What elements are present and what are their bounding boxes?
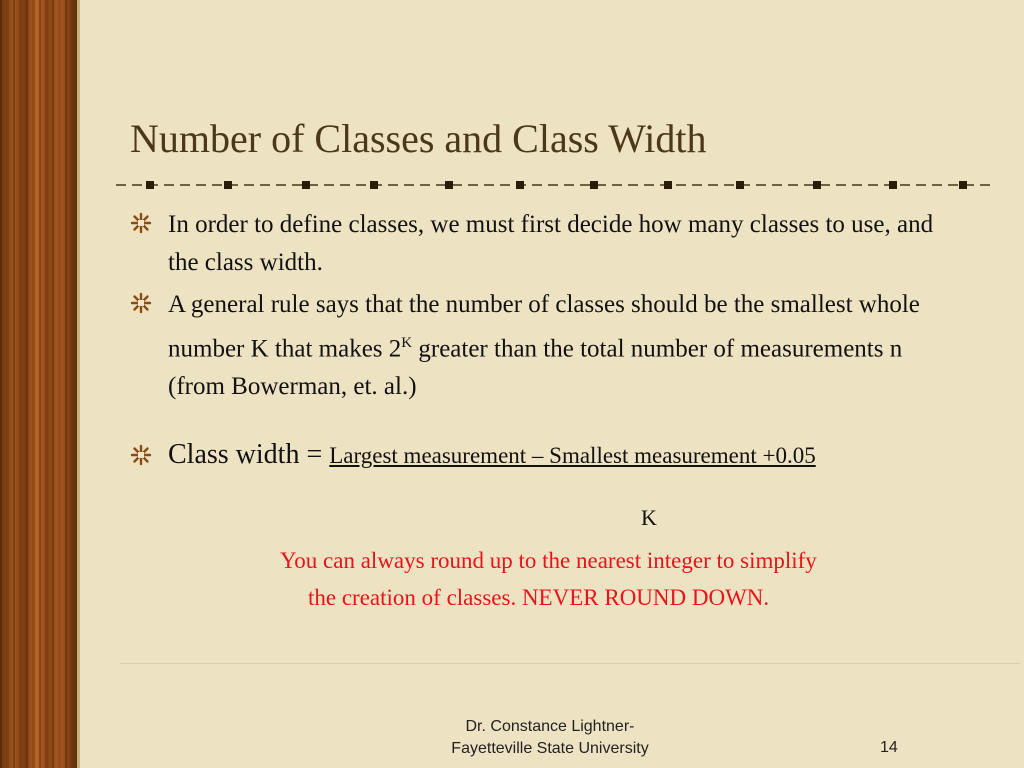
footer-line-1: Dr. Constance Lightner- [465,718,635,735]
note-line-2: the creation of classes. NEVER ROUND DOWN. [308,585,770,610]
bullet-text-continued: greater than the total number of measurements n (from Bowerman, et. al.) [168,335,903,401]
title-divider [116,178,992,192]
page-number: 14 [880,739,898,756]
wood-border [0,0,77,768]
formula-numerator: Largest measurement – Smallest measurement +0.05 [329,443,816,469]
footer-line-2: Fayetteville State University [451,740,649,757]
note-line-1: You can always round up to the nearest integer to simplify [280,548,817,573]
star-bullet-icon [130,212,152,234]
footer-author [420,716,680,760]
border-edge [77,0,80,768]
slide-body [130,206,950,475]
bullet-text: A general rule says that the number of classes should be the smallest whole number K that makes 2 [168,291,920,363]
bullet-item-formula [130,436,950,475]
rounding-note [280,542,960,616]
footer-divider [120,663,1020,664]
formula-denominator: K [641,505,657,530]
bullet-text: In order to define classes, we must first decide how many classes to use, and the class width. [168,211,934,276]
star-bullet-icon [130,292,152,314]
star-bullet-icon [130,444,152,466]
bullet-item [130,286,950,406]
bullet-item [130,206,950,282]
exponent-k: K [401,335,413,351]
slide-title: Number of Classes and Class Width [130,116,707,161]
formula-label: Class width = [168,439,330,471]
